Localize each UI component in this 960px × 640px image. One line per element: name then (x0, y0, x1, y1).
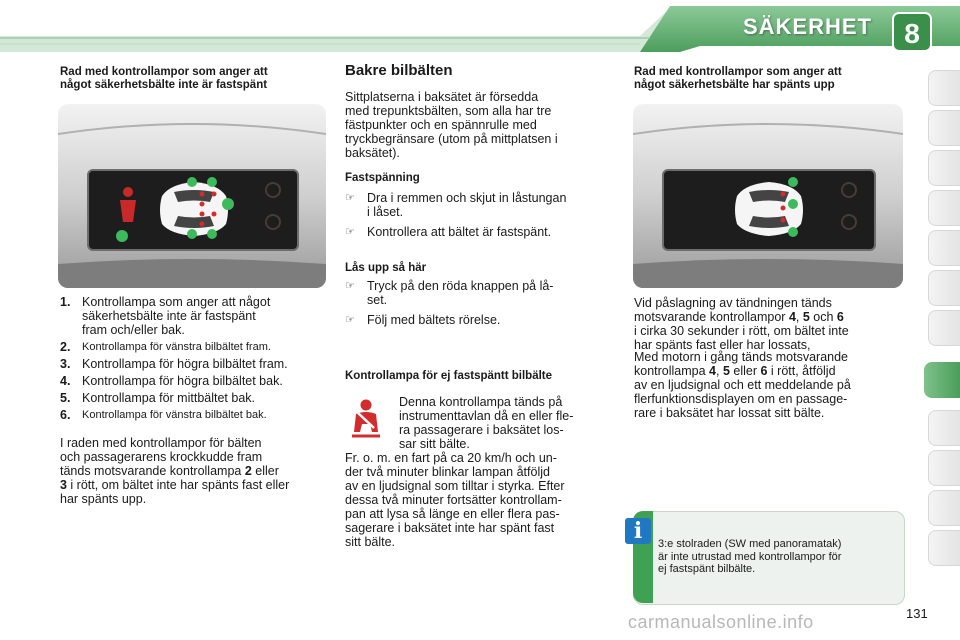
left-paragraph (60, 436, 328, 506)
lamp-legend-list (60, 295, 328, 425)
pointing-hand-icon: ☞ (345, 280, 355, 292)
info-icon: i (625, 518, 651, 544)
text-line: Kontrollera att bältet är fastspänt. (367, 225, 552, 239)
side-tab[interactable] (928, 70, 960, 106)
warning-lamp-text (399, 395, 615, 451)
item-text: Kontrollampa för mittbältet bak. (82, 391, 255, 405)
left-heading (60, 66, 330, 92)
text-line: av en ljudsignal som tilltar i styrka. Efter (345, 479, 565, 493)
right-heading (634, 66, 909, 92)
left-heading-line: något säkerhetsbälte inte är fastspänt (60, 79, 268, 91)
text-run: , (795, 310, 803, 324)
lamp-number: 5 (722, 364, 730, 378)
text-line: i låset. (367, 205, 404, 219)
fasten-steps (345, 191, 615, 239)
unlock-steps (345, 279, 615, 327)
lamp-number: 4 (788, 310, 796, 324)
item-text: fram och/eller bak. (82, 323, 185, 337)
item-text: Kontrollampa för högra bilbältet bak. (82, 374, 283, 388)
list-item (345, 191, 615, 219)
item-text: Kontrollampa för vänstra bilbältet bak. (82, 409, 267, 421)
intro-paragraph (345, 90, 615, 160)
list-item (60, 340, 328, 354)
item-number: 5. (60, 391, 71, 405)
text-line: sagerare i baksätet inte har spänt fast (345, 521, 555, 535)
text-line: ej fastspänt bilbälte. (658, 563, 756, 575)
text-run: kontrollampa (634, 364, 710, 378)
text-line (634, 310, 904, 324)
text-run: tänds motsvarande kontrollampa (60, 464, 245, 478)
text-run: i rött, åtföljd (767, 364, 836, 378)
item-number: 3. (60, 357, 71, 371)
text-line: Med motorn i gång tänds motsvarande (634, 350, 849, 364)
pointing-hand-icon: ☞ (345, 314, 355, 326)
car-top-view-icon (160, 182, 228, 236)
item-text: säkerhetsbälte inte är fastspänt (82, 309, 256, 323)
text-line: dessa två minuter fortsätter kontrollam- (345, 493, 562, 507)
list-item (345, 225, 615, 239)
side-tab[interactable] (928, 410, 960, 446)
text-line: Vid påslagning av tändningen tänds (634, 296, 832, 310)
list-item (345, 313, 615, 327)
text-line: har spänts upp. (60, 492, 147, 506)
item-text: Kontrollampa för högra bilbältet fram. (82, 357, 288, 371)
side-tab[interactable] (928, 310, 960, 346)
text-line: och passagerarens krockkudde fram (60, 450, 263, 464)
right-paragraph-1 (634, 296, 904, 352)
side-tab[interactable] (928, 230, 960, 266)
lamp-number: 6 (836, 310, 844, 324)
text-run: , (716, 364, 723, 378)
text-line: der två minuter blinkar lampan åtföljd (345, 465, 550, 479)
info-text (658, 538, 898, 576)
seatbelt-warning-panel-image (58, 104, 326, 288)
pointing-hand-icon: ☞ (345, 192, 355, 204)
right-heading-line: något säkerhetsbälte har spänts upp (634, 79, 835, 91)
right-paragraph-2 (634, 350, 904, 420)
text-line: tryckbegränsare (utom på mittplatsen i (345, 132, 558, 146)
item-number: 2. (60, 340, 71, 354)
text-line: ra passagerare i baksätet los- (399, 423, 564, 437)
text-line: baksätet). (345, 146, 400, 160)
list-item (60, 408, 328, 422)
text-line: Sittplatserna i baksätet är försedda (345, 90, 539, 104)
pointing-hand-icon: ☞ (345, 226, 355, 238)
seatbelt-warning-icon (348, 398, 384, 440)
text-line: flerfunktionsdisplayen om en passage- (634, 392, 848, 406)
chapter-title: SÄKERHET (742, 14, 872, 39)
text-line (60, 478, 328, 492)
watermark: carmanualsonline.info (628, 612, 814, 632)
text-line: instrumenttavlan då en eller fle- (399, 409, 574, 423)
list-item (60, 295, 328, 337)
lamp-number: 6 (760, 364, 768, 378)
left-heading-line: Rad med kontrollampor som anger att (60, 66, 268, 78)
side-tab[interactable] (928, 450, 960, 486)
lamp-number: 4 (709, 364, 716, 378)
text-run: eller (251, 464, 279, 478)
item-number: 4. (60, 374, 71, 388)
text-line: 3:e stolraden (SW med panoramatak) (658, 538, 842, 550)
list-item (60, 374, 328, 388)
text-line: Tryck på den röda knappen på lå- (367, 279, 554, 293)
list-item (345, 279, 615, 307)
text-line: Fr. o. m. en fart på ca 20 km/h och un- (345, 451, 557, 465)
lamp-number: 3 (60, 478, 67, 492)
list-item (60, 357, 328, 371)
seatbelt-unbuckled-panel-image (633, 104, 903, 288)
text-line: med trepunktsbälten, som alla har tre (345, 104, 552, 118)
text-line: set. (367, 293, 388, 307)
text-run: motsvarande kontrollampor (634, 310, 789, 324)
side-tab[interactable] (928, 190, 960, 226)
item-text: Kontrollampa som anger att något (82, 295, 271, 309)
fasten-heading: Fastspänning (345, 172, 420, 184)
text-line: Denna kontrollampa tänds på (399, 395, 563, 409)
text-line: sar sitt bälte. (399, 437, 470, 451)
text-line: rare i baksätet har lossat sitt bälte. (634, 406, 825, 420)
side-tab-active[interactable] (924, 362, 960, 398)
page-number: 131 (906, 606, 928, 621)
text-run: eller (729, 364, 761, 378)
side-tab[interactable] (928, 530, 960, 566)
text-line: i cirka 30 sekunder i rött, om bältet inte (634, 324, 849, 338)
side-tab[interactable] (928, 490, 960, 526)
item-text: Kontrollampa för vänstra bilbältet fram. (82, 341, 271, 353)
chapter-number: 8 (904, 18, 920, 49)
chapter-number-badge (890, 10, 934, 54)
text-line: fästpunkter och en spännrulle med (345, 118, 537, 132)
section-title: Bakre bilbälten (345, 62, 453, 79)
text-line (634, 364, 904, 378)
text-line: är inte utrustad med kontrollampor för (658, 550, 842, 563)
warning-lamp-heading: Kontrollampa för ej fastspäntt bilbälte (345, 370, 553, 382)
text-line: pan att lysa så länge en eller flera pas- (345, 507, 560, 521)
text-line: sitt bälte. (345, 535, 396, 549)
text-line: I raden med kontrollampor för bälten (60, 436, 262, 450)
side-tab[interactable] (928, 110, 960, 146)
list-item (60, 391, 328, 405)
text-run: i rött, om bältet inte har spänts fast eller (66, 478, 290, 492)
item-number: 1. (60, 295, 71, 309)
unlock-heading: Lås upp så här (345, 262, 427, 274)
text-line: Följ med bältets rörelse. (367, 313, 501, 327)
lamp-number: 2 (244, 464, 252, 478)
text-line: av en ljudsignal och ett meddelande på (634, 378, 851, 392)
side-tab[interactable] (928, 150, 960, 186)
right-heading-line: Rad med kontrollampor som anger att (634, 66, 842, 78)
warning-paragraph (345, 451, 615, 549)
text-line: har spänts fast eller har lossats, (634, 338, 811, 352)
item-number: 6. (60, 408, 71, 422)
text-line (60, 464, 328, 478)
text-run: och (809, 310, 837, 324)
lamp-number: 5 (802, 310, 810, 324)
side-tab[interactable] (928, 270, 960, 306)
text-line: Dra i remmen och skjut in låstungan (367, 191, 567, 205)
